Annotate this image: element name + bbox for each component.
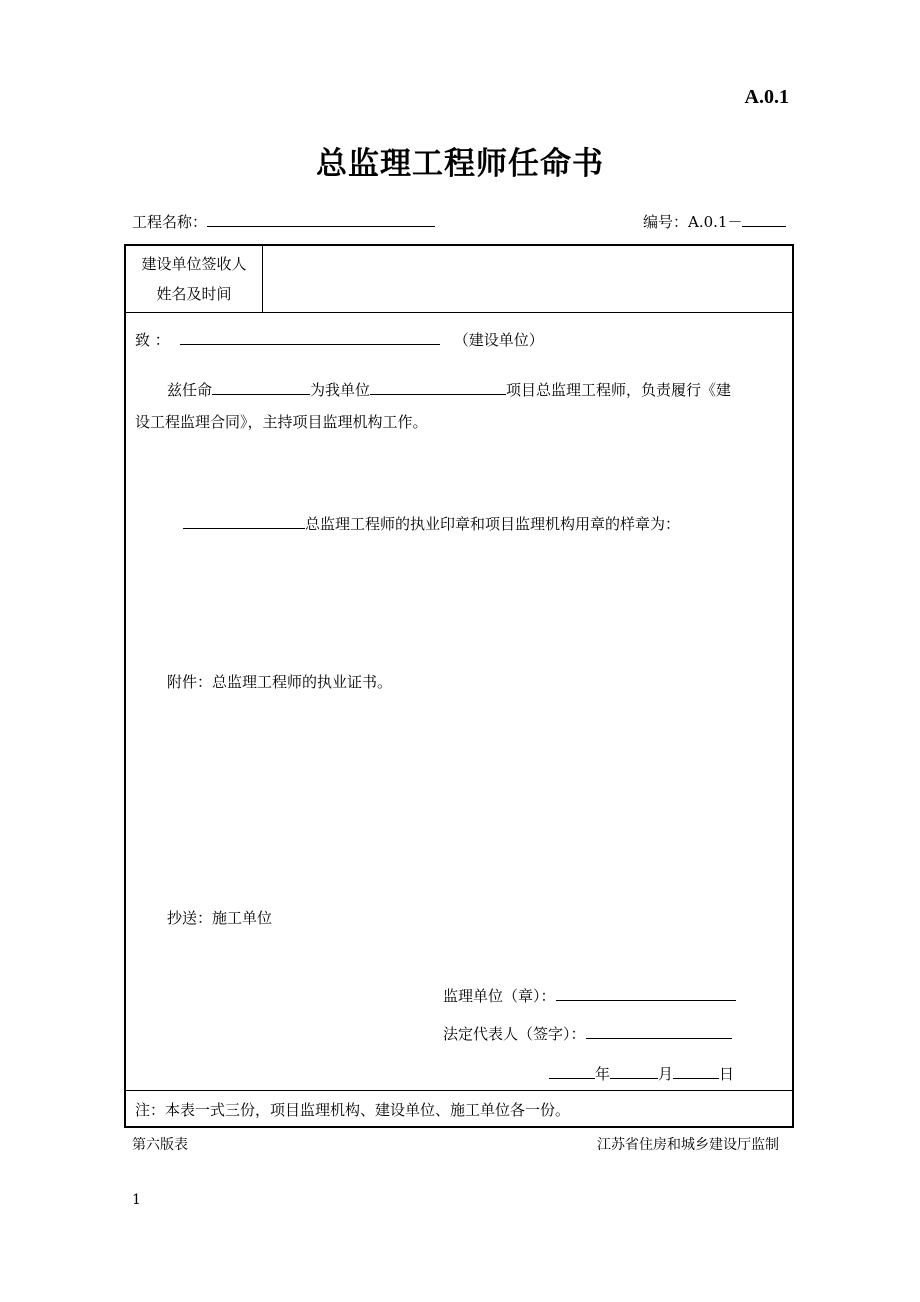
appoint-mid: 为我单位: [310, 381, 371, 399]
appoint-prefix: 兹任命: [167, 381, 213, 399]
date-row: [549, 1058, 734, 1090]
number-label: 编号：A.0.1－: [643, 213, 743, 231]
sign-rep-label: 法定代表人（签字）：: [443, 1025, 586, 1043]
note-text: 注：本表一式三份，项目监理机构、建设单位、施工单位各一份。: [135, 1101, 571, 1119]
receiver-label-line2: 姓名及时间: [156, 285, 232, 303]
to-row: [135, 328, 544, 350]
day-label: 日: [719, 1065, 735, 1083]
to-suffix: （建设单位）: [453, 331, 544, 349]
footer-right: 江苏省住房和城乡建设厅监制: [597, 1137, 779, 1153]
appoint-tail: 项目总监理工程师，负责履行《建: [506, 381, 732, 399]
month-label: 月: [658, 1065, 674, 1083]
seal-name-field[interactable]: [183, 512, 305, 529]
year-field[interactable]: [549, 1062, 595, 1079]
month-field[interactable]: [610, 1062, 658, 1079]
engineer-name-field[interactable]: [212, 378, 310, 395]
receiver-label: [126, 246, 262, 312]
seal-text: 总监理工程师的执业印章和项目监理机构用章的样章为：: [305, 515, 681, 533]
sign-unit-field[interactable]: [556, 984, 736, 1001]
project-name-row: [132, 210, 435, 232]
number-field[interactable]: [742, 210, 786, 227]
sign-unit-label: 监理单位（章）：: [443, 987, 556, 1005]
sign-unit-row: [443, 980, 736, 1012]
year-label: 年: [595, 1065, 611, 1083]
row-divider: [126, 312, 792, 313]
footer-left: 第六版表: [132, 1137, 188, 1153]
receiver-field[interactable]: [263, 246, 792, 312]
page-title: 总监理工程师任命书: [316, 146, 604, 182]
attachment-text: 附件：总监理工程师的执业证书。: [167, 673, 393, 691]
project-name-label: 工程名称：: [132, 213, 208, 231]
receiver-label-line1: 建设单位签收人: [141, 255, 247, 273]
form-table: [124, 244, 794, 1128]
sign-rep-field[interactable]: [586, 1022, 732, 1039]
seal-row: [183, 508, 680, 540]
page-number: 1: [132, 1192, 141, 1208]
appointment-paragraph: [135, 374, 791, 438]
project-field[interactable]: [370, 378, 506, 395]
to-label: 致 ：: [135, 331, 170, 349]
day-field[interactable]: [673, 1062, 719, 1079]
cc-text: 抄送：施工单位: [167, 909, 273, 927]
form-code: A.0.1: [744, 86, 789, 108]
project-name-field[interactable]: [207, 210, 435, 227]
note-divider: [126, 1090, 792, 1091]
number-row: [643, 210, 786, 232]
to-field[interactable]: [180, 328, 440, 345]
appoint-line2: 设工程监理合同》，主持项目监理机构工作。: [135, 413, 428, 431]
sign-rep-row: [443, 1018, 732, 1050]
